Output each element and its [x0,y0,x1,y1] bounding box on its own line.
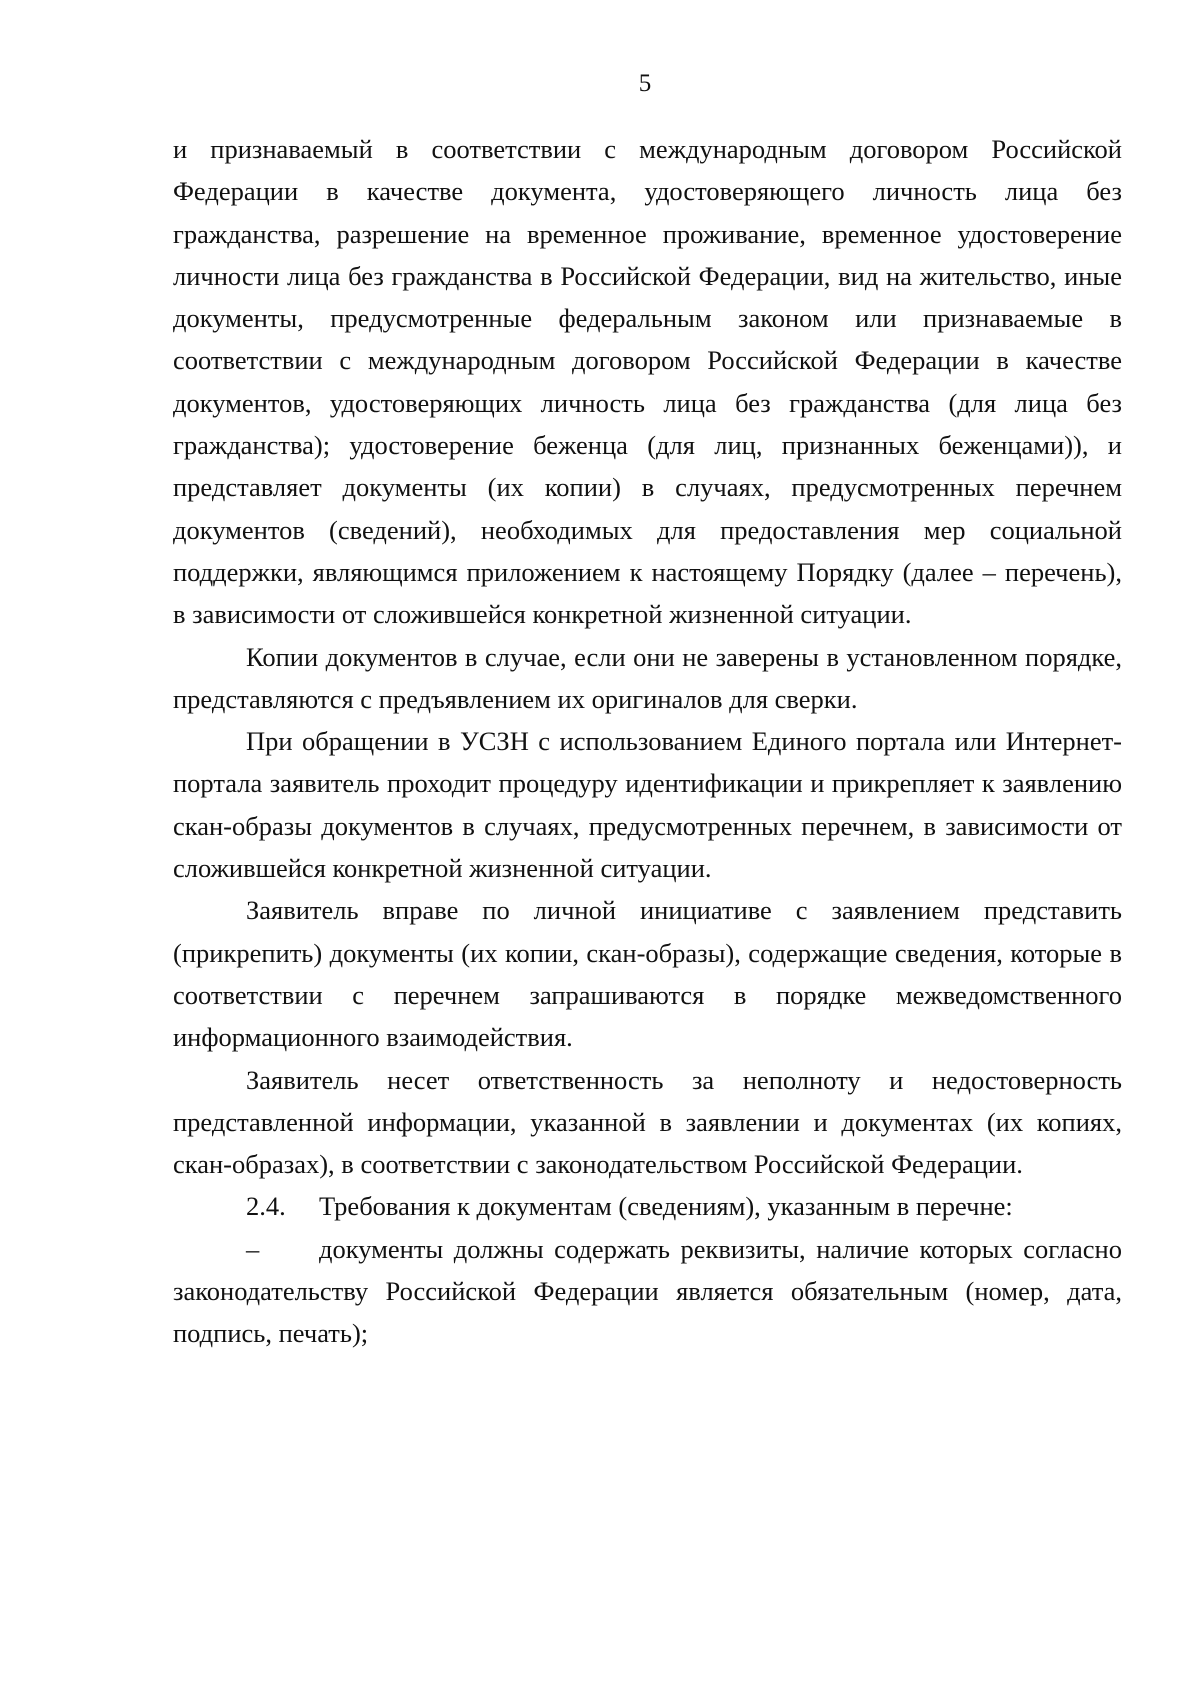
document-body [173,128,1122,1355]
list-item-text: документы должны содержать реквизиты, наличие которых согласно законодательству Российской Федерации является обязательным (номер, дата, подпись, печать); [173,1233,1122,1349]
section-number: 2.4. [246,1191,286,1222]
paragraph-continuation: и признаваемый в соответствии с международным договором Российской Федерации в качестве документа, удостоверяющего личность лица без гражданства, разрешение на временное проживание, временное удостоверение личности лица без гражданства в Российской Федерации, вид на жительство, иные документы, предусмотренные федеральным законом или признаваемые в соответствии с международным договором Российской Федерации в качестве документов, удостоверяющих личность лица без гражданства (для лица без гражданства); удостоверение беженца (для лиц, признанных беженцами)), и представляет документы (их копии) в случаях, предусмотренных перечнем документов (сведений), необходимых для предоставления мер социальной поддержки, являющимся приложением к настоящему Порядку (далее – перечень), в зависимости от сложившейся конкретной жизненной ситуации. [173,134,1122,630]
list-item [173,1228,1122,1355]
page-number: 5 [638,70,652,97]
paragraph-initiative: Заявитель вправе по личной инициативе с заявлением представить (прикрепить) документы (их копии, скан-образы), содержащие сведения, которые в соответствии с перечнем запрашиваются в порядке межведомственного информационного взаимодействия. [173,895,1122,1053]
section-2-4 [173,1185,1122,1227]
paragraph-responsibility: Заявитель несет ответственность за неполноту и недостоверность представленной информации, указанной в заявлении и документах (их копиях, скан-образах), в соответствии с законодательством Российской Федерации. [173,1064,1122,1180]
list-marker: – [246,1233,260,1264]
section-text: Требования к документам (сведениям), указанным в перечне: [319,1191,1013,1222]
paragraph-copies: Копии документов в случае, если они не заверены в установленном порядке, представляются с предъявлением их оригиналов для сверки. [173,641,1122,714]
paragraph-portal: При обращении в УСЗН с использованием Единого портала или Интернет-портала заявитель проходит процедуру идентификации и прикрепляет к заявлению скан-образы документов в случаях, предусмотренных перечнем, в зависимости от сложившейся конкретной жизненной ситуации. [173,726,1122,884]
